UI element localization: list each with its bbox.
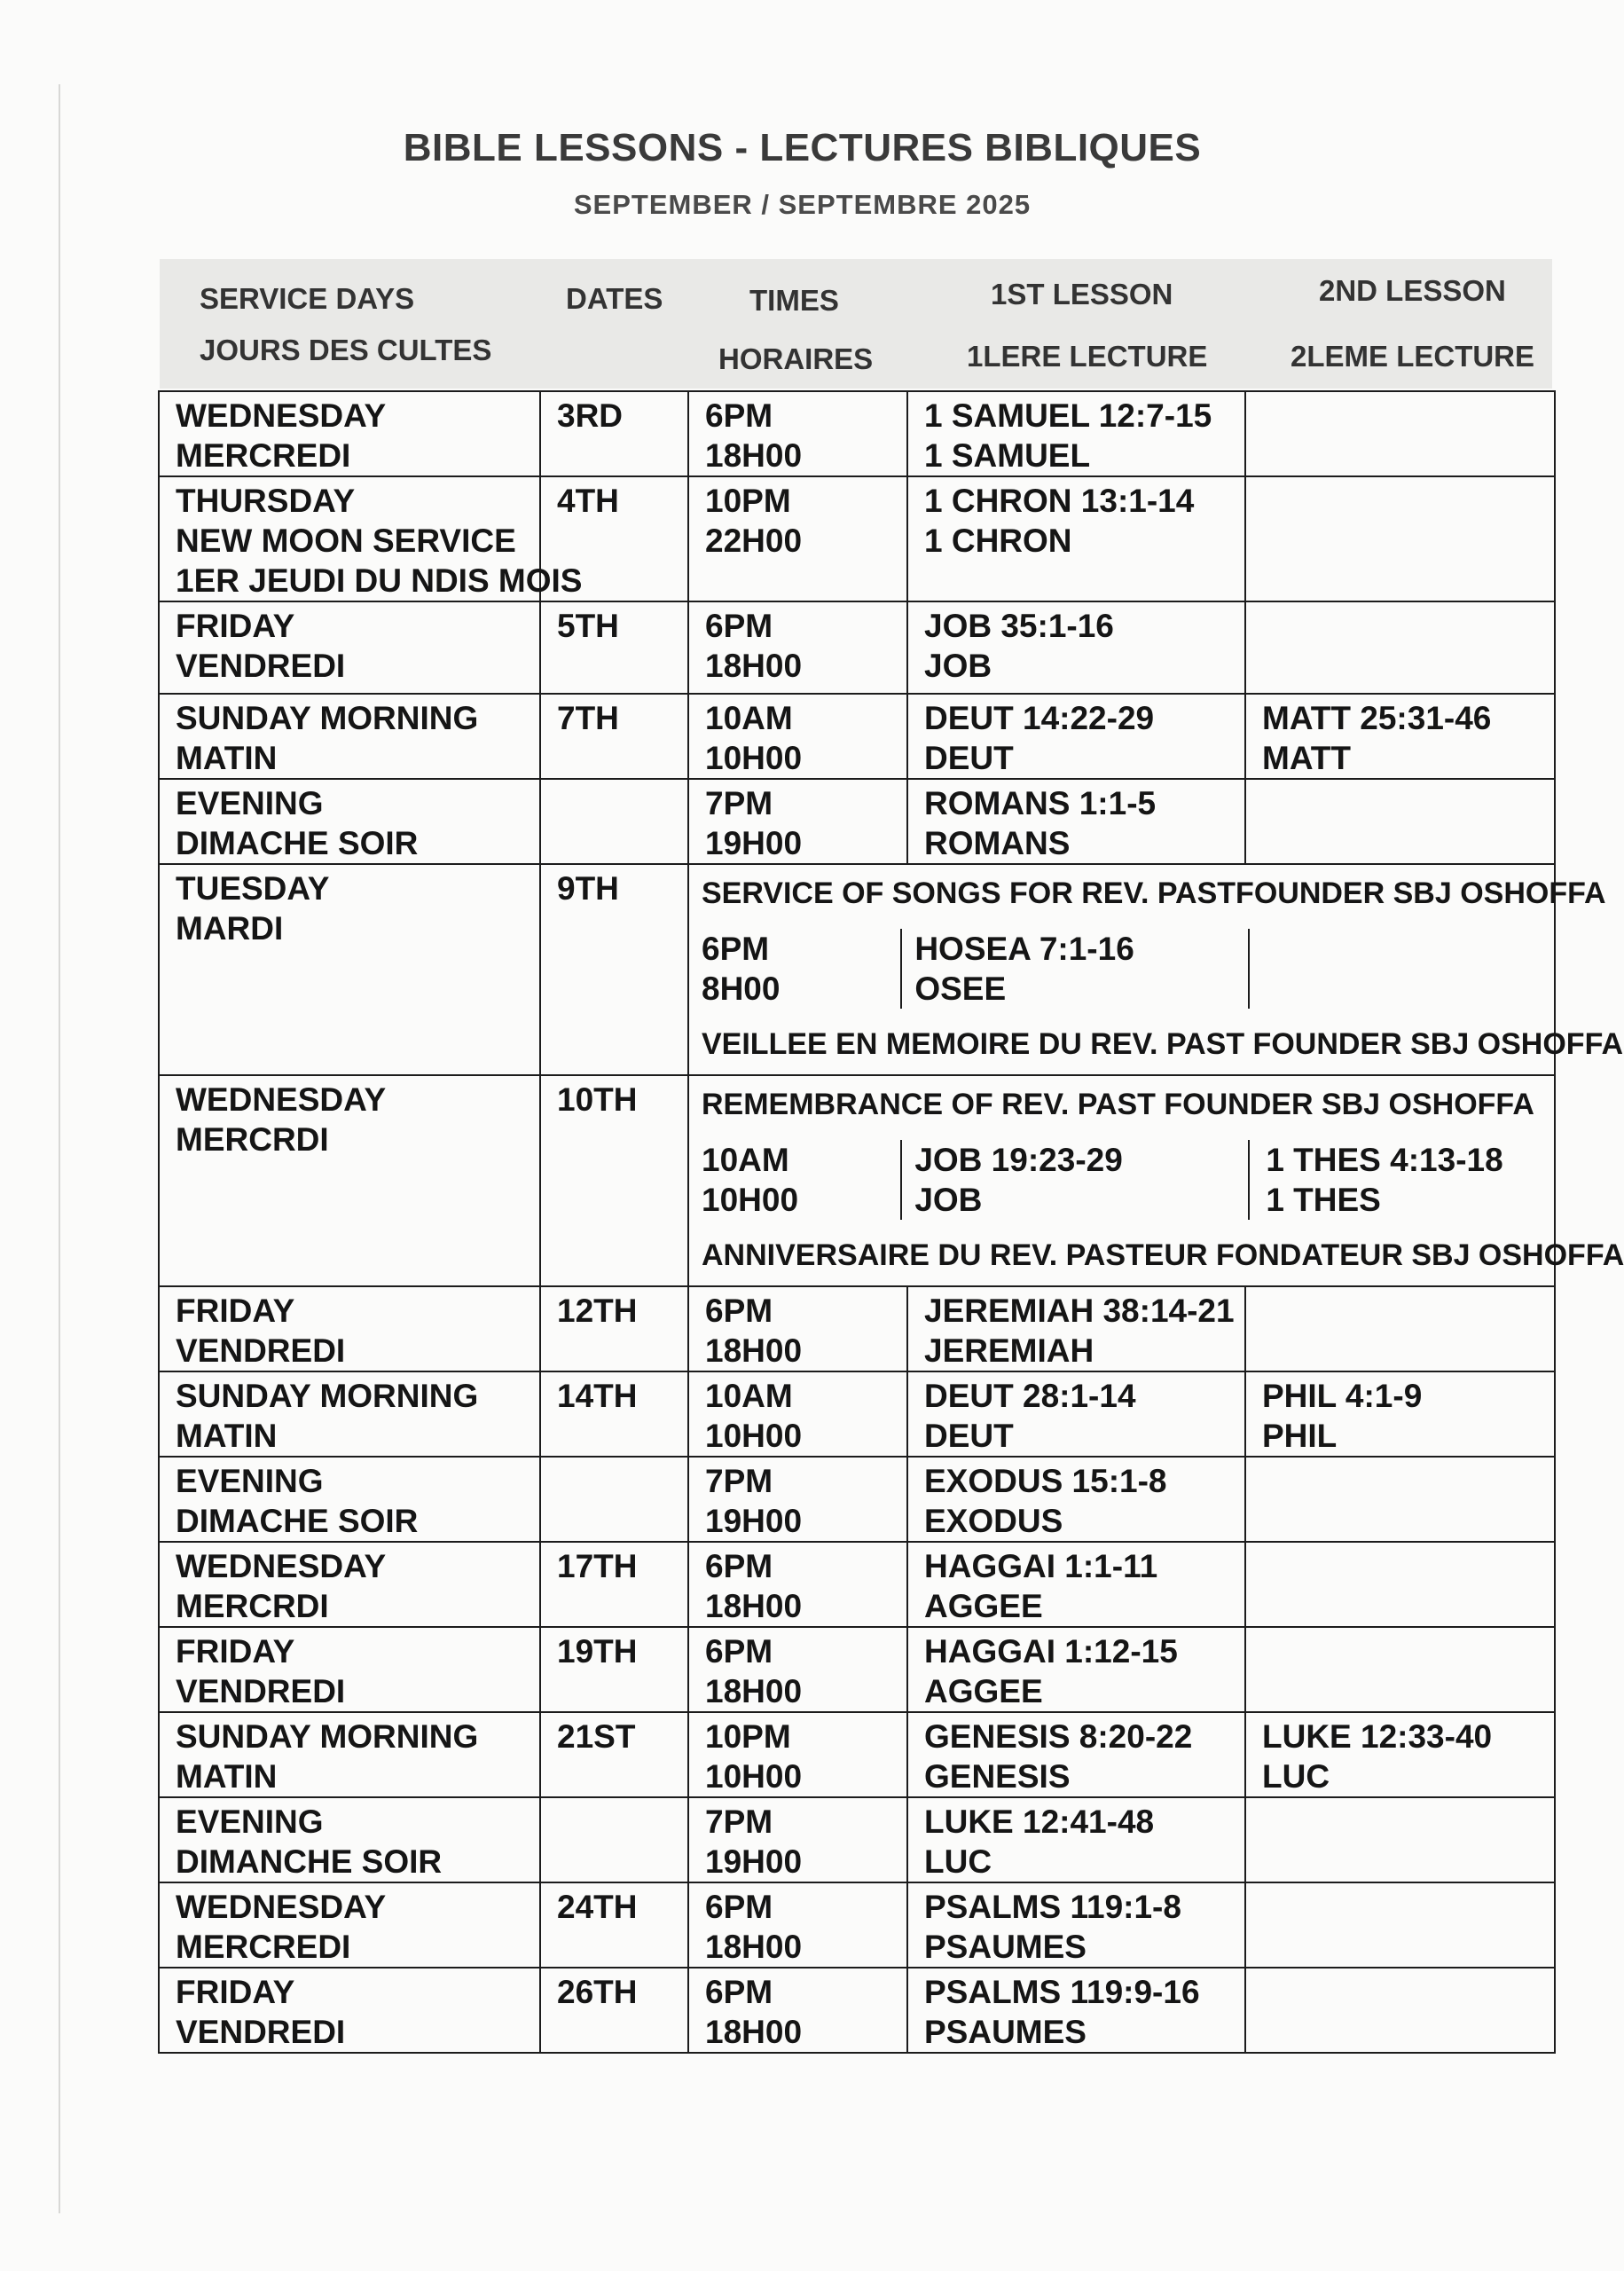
table-row [159,1882,1555,1968]
service-day-line: THURSDAY [176,483,356,519]
first-lesson-line: JOB [924,648,992,684]
date-cell [540,694,688,779]
second-lesson-line: 1 THES 4:13-18 [1266,1142,1503,1178]
first-lesson-cell [907,694,1245,779]
service-day-cell [159,779,540,864]
date-value: 9TH [557,870,619,907]
special-service-banner-fr: VEILLEE EN MEMOIRE DU REV. PAST FOUNDER SBJ OSHOFFA [702,1027,1624,1061]
table-row [159,779,1555,864]
first-lesson-cell [900,1140,1239,1220]
second-lesson-line: LUC [1262,1758,1330,1795]
date-value: 7TH [557,700,619,736]
service-day-line: FRIDAY [176,1974,295,2010]
special-service-details [702,1140,1554,1220]
first-lesson-line: 1 SAMUEL [924,437,1091,474]
date-cell [540,1075,688,1286]
first-lesson-line: 1 CHRON [924,523,1072,559]
service-day-line: MARDI [176,910,284,947]
time-line: 19H00 [705,1843,803,1880]
service-day-line: SUNDAY MORNING [176,1718,479,1755]
time-cell [702,929,900,1009]
service-day-line: MERCRDI [176,1121,329,1158]
service-day-line: FRIDAY [176,1293,295,1329]
header-times: TIMES [749,284,839,317]
first-lesson-cell [907,1627,1245,1712]
first-lesson-line: PSALMS 119:1-8 [924,1889,1181,1925]
first-lesson-line: ROMANS 1:1-5 [924,785,1157,821]
table-row [159,476,1555,601]
service-day-line: VENDREDI [176,1673,346,1709]
header-dates: DATES [566,282,663,315]
time-line: 18H00 [705,437,803,474]
date-value: 10TH [557,1081,638,1118]
special-service-banner-fr: ANNIVERSAIRE DU REV. PASTEUR FONDATEUR SBJ OSHOFFA [702,1238,1624,1272]
time-line: 6PM [705,608,773,644]
time-line: 10H00 [705,1758,803,1795]
second-lesson-cell [1245,601,1555,694]
time-line: 6PM [705,1889,773,1925]
service-day-cell [159,1286,540,1371]
service-day-cell [159,864,540,1075]
service-day-cell [159,476,583,601]
table-row [159,694,1555,779]
service-day-line: DIMACHE SOIR [176,825,419,861]
second-lesson-cell [1245,391,1555,476]
first-lesson-cell [907,1797,1245,1882]
page-subtitle: SEPTEMBER / SEPTEMBRE 2025 [573,189,1032,220]
time-line: 6PM [705,1974,773,2010]
first-lesson-cell [907,1542,1245,1627]
first-lesson-cell [907,391,1245,476]
table-row [159,864,1555,1075]
time-line: 10AM [702,1142,789,1178]
header-first-lesson-fr: 1LERE LECTURE [967,340,1208,373]
date-cell [540,1712,688,1797]
second-lesson-cell [1245,1627,1555,1712]
time-line: 18H00 [705,1929,803,1965]
date-cell [540,1371,688,1457]
service-day-cell [159,1371,540,1457]
service-day-line: SUNDAY MORNING [176,1378,479,1414]
service-day-line: MATIN [176,740,278,776]
date-value: 17TH [557,1548,638,1584]
second-lesson-cell [1245,1371,1555,1457]
date-cell [540,1627,688,1712]
service-day-line: VENDREDI [176,648,346,684]
first-lesson-cell [907,1457,1245,1542]
date-cell [540,1968,688,2053]
date-value: 4TH [557,483,619,519]
first-lesson-line: HOSEA 7:1-16 [914,931,1134,967]
second-lesson-cell [1248,1140,1554,1220]
date-cell [540,391,688,476]
table-row [159,1371,1555,1457]
first-lesson-line: AGGEE [924,1588,1043,1624]
time-line: 7PM [705,1463,773,1499]
time-line: 10H00 [705,740,803,776]
service-day-line: NEW MOON SERVICE [176,523,516,559]
time-cell [688,694,907,779]
date-cell [540,601,688,694]
second-lesson-cell [1245,694,1555,779]
first-lesson-cell [907,1712,1245,1797]
time-cell [688,391,907,476]
first-lesson-cell [907,476,1245,601]
first-lesson-line: JOB [914,1182,983,1218]
time-line: 6PM [705,1293,773,1329]
time-line: 22H00 [705,523,803,559]
service-day-cell [159,694,540,779]
lessons-table-body [159,391,1624,2053]
service-day-cell [159,1075,540,1286]
first-lesson-line: PSALMS 119:9-16 [924,1974,1200,2010]
time-line: 19H00 [705,825,803,861]
time-line: 7PM [705,1803,773,1840]
time-cell [688,1542,907,1627]
time-line: 10AM [705,700,793,736]
date-value: 5TH [557,608,619,644]
date-value: 21ST [557,1718,636,1755]
time-cell [688,1286,907,1371]
page-title: BIBLE LESSONS - LECTURES BIBLIQUES [403,126,1202,169]
service-day-line: WEDNESDAY [176,1548,387,1584]
first-lesson-cell [900,929,1239,1009]
first-lesson-cell [907,1968,1245,2053]
first-lesson-cell [907,779,1245,864]
service-day-line: EVENING [176,785,324,821]
table-row [159,601,1555,694]
second-lesson-cell [1245,1712,1555,1797]
table-row [159,1712,1555,1797]
table-row [159,1797,1555,1882]
time-line: 10PM [705,1718,791,1755]
time-cell [688,779,907,864]
first-lesson-line: JEREMIAH 38:14-21 [924,1293,1235,1329]
service-day-line: FRIDAY [176,608,295,644]
table-row [159,1542,1555,1627]
first-lesson-line: JOB 19:23-29 [914,1142,1123,1178]
first-lesson-line: DEUT [924,1418,1014,1454]
second-lesson-line: LUKE 12:33-40 [1262,1718,1493,1755]
second-lesson-cell [1245,779,1555,864]
time-line: 6PM [705,1633,773,1670]
special-service-banner: REMEMBRANCE OF REV. PAST FOUNDER SBJ OSHOFFA [702,1088,1534,1121]
service-day-cell [159,1968,540,2053]
first-lesson-line: DEUT 28:1-14 [924,1378,1136,1414]
first-lesson-line: JOB 35:1-16 [924,608,1114,644]
first-lesson-line: EXODUS 15:1-8 [924,1463,1167,1499]
second-lesson-line: PHIL [1262,1418,1338,1454]
first-lesson-line: DEUT [924,740,1014,776]
time-line: 10PM [705,483,791,519]
service-day-cell [159,1627,540,1712]
second-lesson-line: MATT [1262,740,1351,776]
time-cell [688,1882,907,1968]
service-day-line: FRIDAY [176,1633,295,1670]
time-line: 18H00 [705,1332,803,1369]
first-lesson-line: HAGGAI 1:1-11 [924,1548,1158,1584]
first-lesson-line: PSAUMES [924,2014,1087,2050]
service-day-line: WEDNESDAY [176,1081,387,1118]
service-day-line: MATIN [176,1418,278,1454]
time-line: 6PM [705,397,773,434]
first-lesson-cell [907,601,1245,694]
time-line: 10H00 [702,1182,799,1218]
time-cell [688,1968,907,2053]
time-cell [688,1457,907,1542]
service-day-line: WEDNESDAY [176,397,387,434]
second-lesson-cell [1245,1542,1555,1627]
second-lesson-cell [1245,1286,1555,1371]
service-day-line: EVENING [176,1463,324,1499]
service-day-line: DIMANCHE SOIR [176,1843,443,1880]
date-cell [540,1882,688,1968]
first-lesson-line: GENESIS 8:20-22 [924,1718,1193,1755]
first-lesson-cell [907,1286,1245,1371]
date-value: 14TH [557,1378,638,1414]
date-cell [540,864,688,1075]
service-day-cell [159,1542,540,1627]
service-day-cell [159,1797,540,1882]
first-lesson-line: GENESIS [924,1758,1071,1795]
second-lesson-cell [1245,1968,1555,2053]
table-row [159,1457,1555,1542]
header-second-lesson: 2ND LESSON [1319,274,1506,307]
second-lesson-cell [1248,929,1554,1009]
first-lesson-line: PSAUMES [924,1929,1087,1965]
second-lesson-cell [1245,1882,1555,1968]
header-times-fr: HORAIRES [718,342,874,375]
table-row [159,1286,1555,1371]
first-lesson-line: LUC [924,1843,992,1880]
time-line: 8H00 [702,970,781,1007]
date-cell [540,1457,688,1542]
date-value: 26TH [557,1974,638,2010]
time-cell [688,476,907,601]
second-lesson-cell [1245,1457,1555,1542]
time-line: 10H00 [705,1418,803,1454]
second-lesson-line: MATT 25:31-46 [1262,700,1492,736]
lessons-table [158,390,1624,2054]
first-lesson-line: HAGGAI 1:12-15 [924,1633,1178,1670]
date-cell [540,1286,688,1371]
date-cell [540,779,688,864]
first-lesson-cell [907,1371,1245,1457]
second-lesson-cell [1245,476,1555,601]
first-lesson-line: JEREMIAH [924,1332,1094,1369]
first-lesson-line: AGGEE [924,1673,1043,1709]
first-lesson-cell [907,1882,1245,1968]
service-day-line: WEDNESDAY [176,1889,387,1925]
time-line: 10AM [705,1378,793,1414]
first-lesson-line: DEUT 14:22-29 [924,700,1155,736]
table-row [159,1075,1555,1286]
special-service-banner: SERVICE OF SONGS FOR REV. PASTFOUNDER SBJ OSHOFFA [702,876,1606,910]
header-second-lesson-fr: 2LEME LECTURE [1291,340,1535,373]
header-first-lesson: 1ST LESSON [991,278,1173,310]
service-day-line: MERCREDI [176,1929,351,1965]
service-day-cell [159,1712,540,1797]
first-lesson-line: ROMANS [924,825,1071,861]
second-lesson-cell [1245,1797,1555,1882]
special-service-details [702,929,1554,1009]
service-day-cell [159,601,540,694]
service-day-line: DIMACHE SOIR [176,1503,419,1539]
time-cell [688,1712,907,1797]
date-value: 19TH [557,1633,638,1670]
header-service-days-fr: JOURS DES CULTES [200,334,492,366]
service-day-line: VENDREDI [176,2014,346,2050]
time-line: 18H00 [705,648,803,684]
service-day-line: EVENING [176,1803,324,1840]
service-day-line: 1ER JEUDI DU NDIS MOIS [176,562,583,599]
first-lesson-line: 1 CHRON 13:1-14 [924,483,1195,519]
time-line: 19H00 [705,1503,803,1539]
date-value: 3RD [557,397,624,434]
time-cell [702,1140,900,1220]
special-service-cell [688,864,1624,1075]
table-row [159,391,1555,476]
service-day-line: MATIN [176,1758,278,1795]
service-day-line: TUESDAY [176,870,330,907]
second-lesson-line: PHIL 4:1-9 [1262,1378,1423,1414]
service-day-cell [159,1457,540,1542]
table-row [159,1627,1555,1712]
time-line: 6PM [705,1548,773,1584]
second-lesson-line: 1 THES [1266,1182,1381,1218]
date-cell [540,1542,688,1627]
first-lesson-line: LUKE 12:41-48 [924,1803,1155,1840]
date-value: 24TH [557,1889,638,1925]
time-line: 18H00 [705,1588,803,1624]
date-cell [540,1797,688,1882]
table-row [159,1968,1555,2053]
first-lesson-line: 1 SAMUEL 12:7-15 [924,397,1212,434]
service-day-cell [159,1882,540,1968]
time-line: 18H00 [705,1673,803,1709]
time-cell [688,601,907,694]
service-day-line: SUNDAY MORNING [176,700,479,736]
first-lesson-line: OSEE [914,970,1007,1007]
date-value: 12TH [557,1293,638,1329]
time-cell [688,1371,907,1457]
service-day-line: VENDREDI [176,1332,346,1369]
time-cell [688,1627,907,1712]
special-service-cell [688,1075,1624,1286]
first-lesson-line: EXODUS [924,1503,1063,1539]
time-line: 7PM [705,785,773,821]
time-line: 6PM [702,931,770,967]
service-day-line: MERCREDI [176,437,351,474]
time-line: 18H00 [705,2014,803,2050]
service-day-cell [159,391,540,476]
time-cell [688,1797,907,1882]
service-day-line: MERCRDI [176,1588,329,1624]
header-service-days: SERVICE DAYS [200,282,415,315]
page-edge [59,84,60,2213]
